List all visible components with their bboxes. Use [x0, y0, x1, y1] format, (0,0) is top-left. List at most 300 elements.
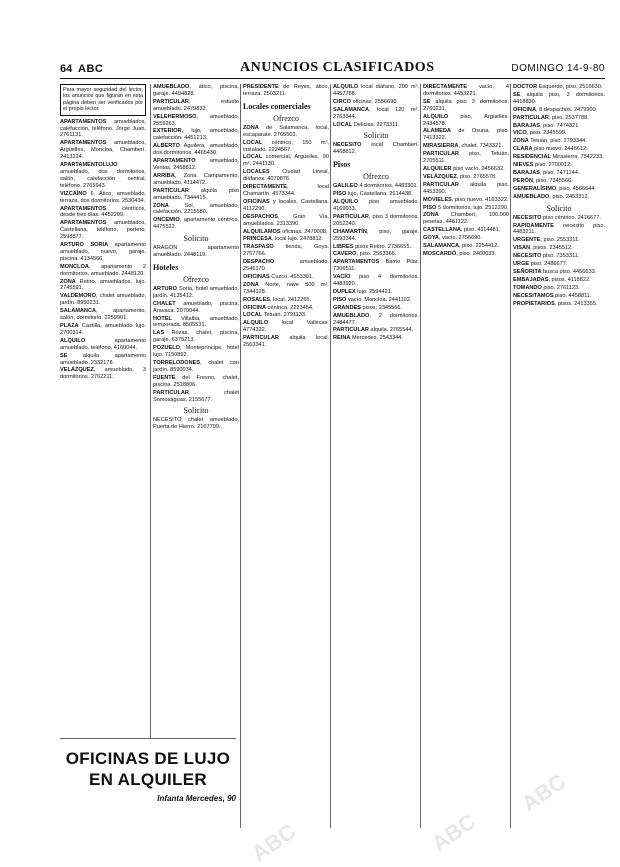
- classified-entry: [60, 293, 146, 307]
- classified-entry: [333, 313, 419, 327]
- entry-text: oficinas. 2479008.: [280, 228, 328, 235]
- classified-entry: [513, 237, 605, 244]
- reader-notice: Para mayor seguridad del lector, los anuncios que figuran en esta página deben ser verificados por el propio lector.: [60, 84, 146, 116]
- subsection-solicito-c6: Solicito: [546, 203, 572, 213]
- entry-text: , piso. 4114481.: [460, 227, 501, 234]
- entry-heading: PARTICULAR: [333, 327, 369, 334]
- entry-heading: CHAMARTÍN: [333, 228, 367, 235]
- entry-heading: PARTICULAR: [423, 151, 459, 158]
- classified-entry: [333, 199, 419, 213]
- c2-solicita-entry: ARAGÓN apartamento amueblado. 2448119.: [153, 245, 239, 259]
- c3-locales: [243, 125, 329, 349]
- entry-heading: DESPACHO: [243, 259, 275, 266]
- classified-entry: [333, 244, 419, 251]
- entry-text: alquila piso amueblado. 7344415.: [153, 187, 239, 201]
- entry-text: de Osuna, piso. 7413322.: [423, 128, 509, 142]
- entry-heading: TORRELODONES: [153, 360, 201, 366]
- entry-text: piso. 7353311.: [541, 253, 580, 260]
- classified-entry: [423, 205, 509, 212]
- entry-heading: ROSALES: [243, 296, 271, 303]
- entry-heading: NIEVES: [513, 162, 534, 169]
- entry-heading: SE: [60, 352, 68, 359]
- classified-entry: [243, 297, 329, 304]
- entry-heading: OFICINAS: [243, 273, 270, 280]
- entry-heading: PRESIDENTE: [243, 84, 279, 90]
- entry-text: 5 dormitorios, lujo. 2512290.: [436, 204, 509, 211]
- classified-entry: [333, 142, 419, 156]
- entry-text: alquila apartamento amueblado. 2332178.: [60, 352, 146, 366]
- entry-heading: ALQUILO: [243, 320, 269, 327]
- entry-text: céntrico, 150 m², instalado. 2224567.: [243, 139, 329, 153]
- classified-entry: [243, 259, 329, 273]
- entry-heading: DESPACHOS: [243, 213, 279, 220]
- entry-heading: ARTURO: [153, 285, 177, 292]
- entry-heading: ALQUILO: [333, 84, 359, 90]
- classified-entry: [333, 84, 419, 98]
- c3-entries: [243, 84, 329, 98]
- entry-heading: ALQUILAMOS: [243, 228, 281, 235]
- entry-heading: PISO: [333, 296, 347, 303]
- classified-entry: [153, 316, 239, 330]
- entry-text: , chalet. 7343321.: [458, 143, 503, 150]
- classified-entry: [153, 143, 239, 157]
- entry-heading: VIZCAÍNO: [60, 190, 87, 197]
- watermark-logo-3: ABC: [246, 818, 301, 867]
- promo-headline-2: EN ALQUILER: [89, 770, 207, 789]
- entry-text: apartamento amueblado, nuevo, garaje, piscina. 4134566.: [60, 242, 146, 262]
- column-5: [420, 84, 509, 828]
- entry-heading: PARTICULAR: [153, 98, 189, 105]
- section-hoteles: Hoteles: [153, 262, 179, 272]
- entry-heading: OFICINA: [243, 304, 266, 311]
- entry-heading: VELÁZQUEZ: [60, 367, 94, 374]
- entry-heading: PARTICULAR: [153, 389, 189, 396]
- entry-heading: EXTERIOR: [153, 128, 182, 135]
- entry-text: piso. 2761123.: [541, 284, 580, 291]
- classified-entry: [513, 293, 605, 300]
- entry-text: , piso. 2460033.: [456, 250, 497, 257]
- entry-heading: CAVERO: [333, 251, 357, 258]
- entry-text: Tetuán, piso. 2793344.: [528, 138, 587, 145]
- column-1: [60, 84, 146, 828]
- c4-entries: [333, 84, 419, 128]
- entry-heading: ZONA: [153, 202, 169, 209]
- entry-heading: TRASPASO: [243, 244, 274, 251]
- section-title: ANUNCIOS CLASIFICADOS: [240, 60, 435, 75]
- c6-entries: [513, 84, 605, 201]
- classified-entry: [243, 184, 329, 198]
- classified-entry: [513, 215, 605, 222]
- classified-entry: [243, 214, 329, 228]
- classified-entry: [513, 269, 605, 276]
- classified-entry: [333, 305, 419, 312]
- classified-entry: [153, 330, 239, 344]
- entry-heading: HOTEL: [153, 315, 172, 322]
- entry-heading: URGE: [513, 261, 530, 268]
- entry-heading: APARTAMENTOS: [60, 205, 107, 212]
- entry-text: , 8 despachos. 2479900.: [536, 106, 598, 113]
- classified-entry: [423, 84, 509, 98]
- classified-entry: [423, 166, 509, 173]
- classified-entry: [513, 186, 605, 193]
- entry-heading: APARTAMENTOS: [60, 118, 107, 125]
- entry-heading: MOSCARDÓ: [423, 250, 457, 257]
- entry-text: , lujo, amueblado, calefacción. 4451213.: [153, 128, 239, 142]
- entry-text: , estudio amueblado. 2479832.: [153, 98, 239, 112]
- entry-heading: PERÓN: [513, 177, 533, 184]
- classified-entry: [60, 206, 146, 220]
- promo-headline-1: OFICINAS DE LUJO: [65, 749, 231, 768]
- classified-entry: [153, 173, 239, 187]
- entry-text: piso. 2700012.: [533, 162, 572, 169]
- entry-text: Mirasierra. 7342233.: [550, 154, 604, 161]
- classified-entry: [423, 243, 509, 250]
- entry-text: amueblado, Ventas. 2458812.: [153, 158, 239, 171]
- entry-text: piso, Argüelles. 2434578.: [423, 113, 509, 127]
- entry-heading: VALDEMORO: [60, 293, 96, 300]
- entry-text: , 2 dormitorios. 2484477.: [333, 312, 419, 326]
- entry-text: local Vallecas. 4774322.: [243, 320, 329, 334]
- classified-entry: [60, 308, 146, 322]
- entry-heading: ALQUILER: [423, 165, 452, 172]
- entry-heading: MONCLOA: [60, 263, 89, 270]
- entry-text: Retiro, amueblados, lujo. 2745591.: [60, 278, 146, 292]
- entry-heading: RAPIDAMENTE: [513, 222, 555, 229]
- classified-entry: [153, 158, 239, 172]
- entry-text: , piso. 2345599.: [526, 130, 567, 137]
- entry-text: Barrio Pilar. 7306511.: [333, 259, 419, 273]
- page-number: 64: [60, 63, 73, 75]
- classified-entry: [513, 123, 605, 130]
- classified-entry: [243, 244, 329, 258]
- entry-text: , chalet amueblado, jardín. 8950231.: [60, 293, 146, 307]
- entry-heading: PARTICULAR: [243, 335, 279, 342]
- classified-entry: [153, 217, 239, 231]
- classified-entry: [153, 128, 239, 142]
- classified-entry: [513, 92, 605, 106]
- entry-text: busca piso. 4456633.: [541, 268, 597, 275]
- entry-text: y locales, Castellana. 4112290.: [243, 198, 329, 212]
- entry-text: , piso. 2563366.: [356, 251, 397, 258]
- classified-entry: [423, 182, 509, 196]
- section-locales: Locales comerciales: [243, 101, 311, 111]
- entry-heading: PLAZA: [60, 323, 79, 329]
- entry-text: lujo, Castellana. 2614438.: [346, 191, 413, 198]
- entry-heading: APARTAMENTO: [153, 158, 196, 165]
- entry-text: oficinas. 2556690.: [351, 98, 398, 105]
- entry-heading: SALAMANCA: [333, 106, 370, 113]
- subsection-solicito-c2b: Solicito: [183, 406, 209, 416]
- classified-entry: [153, 301, 239, 315]
- c2-entries: [153, 84, 239, 231]
- entry-heading: ARRIBA: [153, 172, 175, 179]
- entry-heading: BARAJAS: [513, 122, 541, 129]
- entry-text: céntrica. 2223454.: [266, 304, 314, 311]
- entry-text: amueblados, Castellana, teléfono, portero. 2598877.: [60, 220, 146, 241]
- classified-entry: [153, 286, 239, 300]
- classified-entry: [153, 188, 239, 202]
- entry-heading: APARTAMENTOS: [60, 220, 107, 227]
- entry-text: Cuzco. 4553301.: [269, 273, 314, 280]
- entry-heading: OFICINAS: [243, 198, 270, 205]
- entry-text: amueblados, calefacción, teléfono. Jorge Juan. 2761131.: [60, 118, 146, 139]
- classified-entry: [333, 122, 419, 129]
- entry-text: vacío, 4 dormitorios. 4453221.: [423, 84, 509, 97]
- classified-entry: [153, 375, 239, 389]
- entry-heading: BARAJAS: [513, 169, 541, 176]
- entry-heading: MIRASIERRA: [423, 143, 459, 150]
- entry-text: de Salamanca, local, escaparate. 2765501.: [243, 124, 329, 138]
- entry-text: , piso. 2453312.: [549, 193, 590, 200]
- classified-entry: [333, 289, 419, 296]
- entry-text: , piso. 7474321.: [540, 122, 580, 129]
- entry-heading: GOYA: [423, 235, 439, 242]
- promo-ad-oficinas: [60, 738, 236, 829]
- entry-heading: LOCAL: [243, 139, 263, 146]
- entry-text: lujo. 2594421.: [355, 288, 393, 295]
- entry-text: 6. Ático, amueblado, terraza, dos dormitorios. 2530434.: [60, 190, 146, 204]
- section-pisos: Pisos: [333, 160, 351, 170]
- entry-heading: SE: [423, 98, 431, 105]
- classified-entry: [423, 197, 509, 204]
- entry-heading: VELÁZQUEZ: [423, 173, 457, 180]
- entry-heading: ONCEMIO: [153, 217, 180, 224]
- entry-text: , piso. 2765578.: [456, 173, 497, 180]
- entry-text: piso. 4458811.: [553, 292, 592, 299]
- entry-text: , piso. 2254412.: [459, 243, 499, 250]
- entry-heading: POZUELO: [153, 345, 181, 352]
- entry-text: piso, Tetuán. 2705511.: [423, 151, 509, 165]
- classified-entry: [243, 335, 329, 349]
- entry-heading: LOCAL: [333, 121, 353, 128]
- classified-entry: [513, 285, 605, 292]
- entry-heading: ZONA: [60, 278, 76, 285]
- entry-heading: ALBERTO: [153, 143, 180, 150]
- entry-text: , piso. 7345566.: [532, 177, 573, 184]
- entry-text: , local. 2412265.: [270, 296, 312, 303]
- classified-entry: [60, 140, 146, 161]
- entry-heading: ALQUILO: [60, 337, 86, 344]
- classified-entry: [513, 277, 605, 284]
- watermark-logo-1: ABC: [426, 808, 481, 857]
- classified-entry: [60, 162, 146, 190]
- entry-heading: PISO: [423, 204, 437, 211]
- entry-heading: ALQUILO: [423, 113, 449, 120]
- entry-heading: PARTICULAR: [153, 187, 189, 194]
- entry-heading: NECESITAMOS: [513, 292, 554, 299]
- entry-text: Norte, nave 500 m². 7344128.: [243, 281, 329, 295]
- classified-entry: [513, 245, 605, 252]
- classified-entry: [243, 236, 329, 243]
- classified-entry: [243, 125, 329, 139]
- classified-entry: [513, 84, 605, 91]
- classified-entry: [513, 194, 605, 201]
- entry-text: de Reyes, ático, terraza. 2503211.: [243, 84, 329, 97]
- entry-heading: CIRCO: [333, 98, 352, 105]
- entry-heading: FUENTE: [153, 374, 176, 381]
- classified-entry: [333, 259, 419, 273]
- classified-entry: [333, 107, 419, 121]
- entry-text: , piso 3 dormitorios. 2052240.: [333, 213, 419, 227]
- entry-text: vacío, Moncloa. 2441102.: [346, 296, 412, 303]
- classified-entry: [243, 84, 329, 98]
- entry-heading: VICO: [513, 130, 527, 137]
- classified-entry: [60, 367, 146, 381]
- entry-text: Esquerdo, piso. 2516630.: [537, 84, 603, 90]
- entry-heading: LIBRES: [333, 243, 354, 250]
- entry-text: , pisos. 4118822.: [548, 276, 591, 283]
- entry-text: del Fresno, chalet, piscina. 2518806.: [153, 374, 239, 388]
- classified-entry: [333, 251, 419, 258]
- classified-entry: [60, 279, 146, 293]
- entry-text: pisos Retiro. 2736655.: [353, 243, 412, 250]
- entry-heading: APARTAMENTOS: [60, 140, 107, 147]
- entry-text: piso 4 dormitorios. 4483920.: [333, 274, 419, 288]
- entry-heading: VACÍO: [333, 274, 351, 281]
- classified-entry: [243, 282, 329, 296]
- classified-entry: [243, 312, 329, 319]
- entry-heading: TOMANDO: [513, 284, 542, 291]
- classified-entry: [60, 264, 146, 278]
- entry-text: tienda, Goya. 2757766.: [243, 244, 329, 258]
- entry-heading: AMUEBLADO: [333, 312, 370, 319]
- entry-text: Ciudad Lineal, diáfanos. 4070876.: [243, 169, 329, 183]
- entry-heading: NECESITO: [513, 253, 542, 260]
- entry-text: necesito piso. 4483211.: [513, 222, 605, 236]
- classified-entry: [333, 183, 419, 190]
- entry-heading: GALILEO: [333, 183, 358, 190]
- entry-heading: EMBAJADAS: [513, 276, 549, 283]
- entry-text: , apartamento, salón, dormitorio. 2259901.: [60, 308, 146, 322]
- entry-text: Soria, hotel amueblado, jardín. 4135412.: [153, 285, 239, 299]
- c4-pisos: [333, 183, 419, 342]
- entry-text: , apartamento céntrico. 4475522.: [153, 217, 239, 231]
- entry-text: , chalet con jardín. 8590034.: [153, 360, 239, 373]
- entry-heading: OFICINA: [513, 106, 536, 113]
- entry-heading: LOCAL: [243, 154, 263, 161]
- entry-text: piso nuevo. 2446612.: [532, 146, 588, 153]
- c2-hoteles: [153, 286, 239, 404]
- classified-entry: [423, 235, 509, 242]
- entry-heading: MOVIELES: [423, 196, 452, 203]
- entry-text: alquila piso, 3 dormitorios. 4418830.: [513, 91, 605, 105]
- classified-entry: [60, 220, 146, 241]
- entry-text: amueblados, Argüelles, Moncloa, Chamberí. 2413224.: [60, 140, 146, 161]
- entry-text: alquila piso. 4453390.: [423, 181, 509, 195]
- classified-entry: [333, 229, 419, 243]
- entry-heading: CHALET: [153, 300, 176, 307]
- entry-text: piso vacío. 2456632.: [451, 165, 505, 172]
- entry-text: Chamberí, 100.000 pesetas. 4461122.: [423, 212, 509, 226]
- classified-entry: [153, 99, 239, 113]
- classified-entry: [153, 345, 239, 359]
- classified-entry: [513, 115, 605, 122]
- classified-entry: [423, 143, 509, 150]
- classified-entry: [513, 253, 605, 260]
- entry-heading: NECESITO: [333, 142, 362, 149]
- entry-text: Rozas, chalet, piscina, garaje. 6370213.: [153, 330, 239, 344]
- classified-entry: [60, 353, 146, 367]
- entry-heading: PARTICULAR: [423, 181, 459, 188]
- entry-text: Tetuán. 2791133.: [262, 312, 307, 319]
- entry-heading: LOCAL: [243, 312, 263, 319]
- entry-heading: CASTELLANA: [423, 227, 461, 234]
- entry-text: céntricos, desde tres días. 4452209.: [60, 205, 146, 219]
- entry-text: alquila. 2765544.: [368, 327, 414, 334]
- column-2: [150, 84, 239, 828]
- entry-heading: DUPLEX: [333, 288, 356, 295]
- entry-heading: CLARA: [513, 146, 533, 153]
- entry-text: , local lujo. 2478812.: [271, 236, 324, 243]
- classified-entry: [333, 99, 419, 106]
- classified-entry: [60, 191, 146, 205]
- entry-heading: SALAMANCA: [423, 243, 460, 250]
- entry-text: Sol, amueblado, calefacción. 2215580.: [153, 202, 239, 216]
- entry-heading: ALQUILO: [333, 199, 359, 206]
- classified-entry: [153, 360, 239, 374]
- entry-heading: SALAMANCA: [60, 308, 97, 315]
- entry-text: , piso. 2553311.: [540, 237, 580, 244]
- classified-entry: [513, 107, 605, 114]
- classified-entry: [513, 178, 605, 185]
- c5-entries: [423, 84, 509, 258]
- entry-heading: PISO: [333, 191, 347, 198]
- classified-entry: [153, 84, 239, 98]
- entry-text: apartamento amueblado, teléfono. 4160044.: [60, 337, 146, 351]
- entry-text: , piso, garaje. 2593344.: [333, 228, 419, 242]
- entry-heading: GENERALÍSIMO: [513, 185, 557, 192]
- classified-entry: [423, 174, 509, 181]
- entry-heading: URGENTE: [513, 237, 541, 244]
- classified-entry: [513, 138, 605, 145]
- entry-text: Delicias. 2273311.: [352, 121, 400, 128]
- entry-heading: ZONA: [243, 124, 259, 131]
- entry-text: , piso. 4566644.: [556, 185, 597, 192]
- classified-entry: [513, 223, 605, 237]
- classified-entry: [513, 261, 605, 268]
- classified-entry: [333, 335, 419, 342]
- column-4: [330, 84, 419, 828]
- subsection-ofrezco-c2: Ofrezco: [183, 274, 209, 284]
- entry-text: , piso nuevo. 4163322.: [451, 196, 509, 203]
- classified-entry: [423, 251, 509, 258]
- classified-entry: [60, 119, 146, 140]
- classified-entry: [423, 114, 509, 128]
- c2-solicito-entry: NECESITO chalet amueblado, Puerta de Hierro. 2167799.: [153, 417, 239, 431]
- entry-text: , vacío. 2756690.: [438, 235, 482, 242]
- entry-text: , Zona Campamento, amueblado. 4114472.: [153, 172, 239, 186]
- classified-entry: [153, 390, 239, 404]
- entry-heading: SE: [513, 91, 521, 98]
- entry-heading: PARTICULAR: [513, 114, 549, 121]
- entry-text: , local 120 m². 2763344.: [333, 106, 419, 120]
- classifieds-columns: [60, 84, 605, 828]
- entry-heading: ARTURO SORIA: [60, 242, 109, 249]
- entry-text: , amueblado. 2559263.: [153, 113, 239, 127]
- page-header: [60, 60, 605, 79]
- entry-text: , pisos. 2345512.: [530, 245, 573, 252]
- entry-heading: DIRECTAMENTE: [423, 84, 468, 90]
- entry-text: piso céntrico. 2416677.: [541, 214, 601, 221]
- entry-text: Mercedes. 2543344.: [350, 335, 403, 342]
- entry-text: , ático, piscina, garaje. 4404828.: [153, 84, 239, 97]
- entry-heading: LAS: [153, 330, 165, 337]
- entry-heading: RESIDENCIAL: [513, 154, 551, 161]
- classified-entry: [333, 191, 419, 198]
- classified-entry: [243, 169, 329, 183]
- entry-heading: PRINCESA: [243, 236, 272, 243]
- entry-text: local diáfano, 200 m². 4457788.: [333, 84, 419, 97]
